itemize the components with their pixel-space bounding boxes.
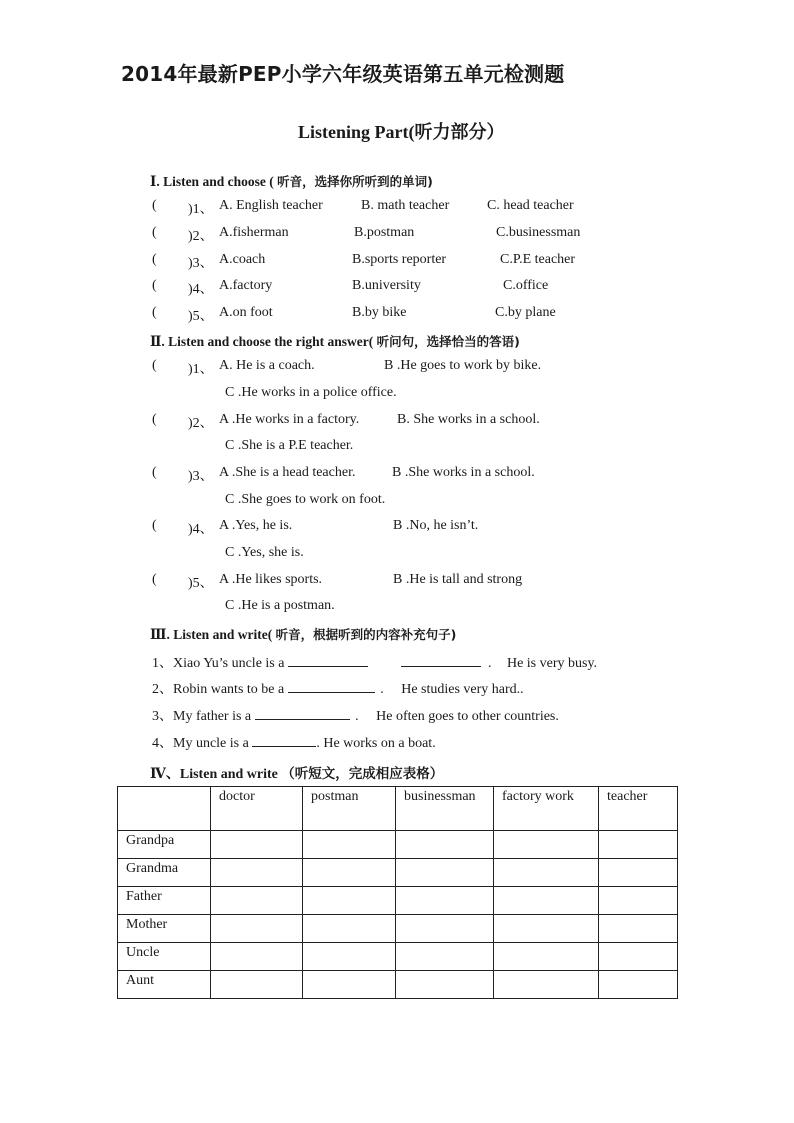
option-a: A .Yes, he is. [219,518,293,533]
answer-blank[interactable] [288,653,368,667]
sentence-start: 4、My uncle is a [152,736,249,751]
section-3-heading-zh: 听音，根据听到的内容补充句子) [275,627,457,642]
answer-paren: ( [152,278,157,293]
option-c: C.office [503,278,549,293]
job-table [117,786,678,999]
table-cell[interactable] [396,915,494,943]
answer-paren: ( [152,252,157,267]
table-row [118,971,678,999]
option-a: A .She is a head teacher. [219,465,356,480]
table-cell[interactable] [599,887,678,915]
row-label: Grandpa [118,831,211,859]
table-cell[interactable] [303,971,396,999]
item-number: )2、 [188,416,214,431]
section-2-heading [150,332,520,350]
table-header-cell: postman [303,787,396,831]
table-cell[interactable] [494,831,599,859]
table-cell[interactable] [396,971,494,999]
option-a: A. He is a coach. [219,358,315,373]
item-number: )4、 [188,282,214,297]
option-a: A.on foot [219,305,273,320]
sentence-start: 1、Xiao Yu’s uncle is a [152,656,285,671]
table-cell[interactable] [211,915,303,943]
answer-blank[interactable] [401,653,481,667]
sentence-end: . He works on a boat. [316,736,436,751]
table-cell[interactable] [599,943,678,971]
table-cell[interactable] [211,943,303,971]
table-cell[interactable] [396,859,494,887]
page-title: 2014年最新PEP小学六年级英语第五单元检测题 [121,62,565,86]
option-a: A .He works in a factory. [219,412,360,427]
page-subtitle: Listening Part(听力部分） [298,122,505,142]
answer-paren: ( [152,225,157,240]
answer-paren: ( [152,198,157,213]
row-label: Uncle [118,943,211,971]
section-4-heading [150,762,443,783]
option-a: A.coach [219,252,266,267]
table-header-cell: teacher [599,787,678,831]
table-cell[interactable] [396,943,494,971]
table-header-cell: businessman [396,787,494,831]
option-a: A. English teacher [219,198,323,213]
table-header-row [118,787,678,831]
row-label: Grandma [118,859,211,887]
table-cell[interactable] [211,859,303,887]
option-b: B. She works in a school. [397,412,540,427]
fill-in-sentence [152,732,436,752]
answer-paren: ( [152,518,157,533]
section-2-heading-zh: 听问句，选择恰当的答语) [376,334,520,349]
table-cell[interactable] [599,971,678,999]
option-b: B .He goes to work by bike. [384,358,542,373]
table-header-cell: factory work [494,787,599,831]
option-c: C .Yes, she is. [225,545,304,560]
fill-in-sentence: 2、Robin wants to be a . He studies very hard.. [152,678,524,698]
item-number: )5、 [188,309,214,324]
table-row [118,887,678,915]
table-cell[interactable] [303,943,396,971]
row-label: Aunt [118,971,211,999]
answer-paren: ( [152,465,157,480]
sentence-start: 3、My father is a [152,709,252,724]
table-cell[interactable] [494,859,599,887]
option-c: C .She is a P.E teacher. [225,438,354,453]
answer-paren: ( [152,572,157,587]
table-cell[interactable] [211,887,303,915]
table-cell[interactable] [599,831,678,859]
sentence-end: He is very busy. [506,656,598,671]
item-number: )3、 [188,469,214,484]
section-3-heading-en: Ⅲ. Listen and write( [150,627,273,642]
answer-blank[interactable] [252,733,316,747]
option-b: B.university [352,278,421,293]
item-number: )5、 [188,576,214,591]
table-cell[interactable] [396,831,494,859]
table-cell[interactable] [494,943,599,971]
option-b: B .No, he isn’t. [393,518,479,533]
table-cell[interactable] [396,887,494,915]
option-b: B.by bike [352,305,407,320]
option-b: B. math teacher [361,198,450,213]
item-number: )3、 [188,256,214,271]
table-row [118,859,678,887]
section-3-heading [150,625,456,643]
row-label: Father [118,887,211,915]
section-1-heading-zh: 听音，选择你所听到的单词) [277,174,433,189]
table-header-cell [118,787,211,831]
section-4-heading-en: Ⅳ、Listen and write [150,767,278,782]
option-c: C .He is a postman. [225,598,335,613]
answer-paren: ( [152,305,157,320]
option-c: C.businessman [496,225,581,240]
option-b: B.postman [354,225,415,240]
table-cell[interactable] [599,859,678,887]
item-number: )1、 [188,202,214,217]
option-a: A.factory [219,278,273,293]
table-cell[interactable] [599,915,678,943]
table-cell[interactable] [494,887,599,915]
answer-blank[interactable] [255,706,350,720]
row-label: Mother [118,915,211,943]
option-a: A .He likes sports. [219,572,323,587]
table-cell[interactable] [303,887,396,915]
table-cell[interactable] [303,831,396,859]
table-row [118,831,678,859]
table-cell[interactable] [494,915,599,943]
answer-paren: ( [152,412,157,427]
item-number: )2、 [188,229,214,244]
option-b: B .She works in a school. [392,465,535,480]
option-c: C.P.E teacher [500,252,576,267]
table-cell[interactable] [211,971,303,999]
sentence-end: He studies very hard.. [401,682,524,697]
table-row [118,915,678,943]
item-number: )4、 [188,522,214,537]
sentence-end: He often goes to other countries. [376,709,559,724]
table-cell[interactable] [303,859,396,887]
table-cell[interactable] [303,915,396,943]
table-cell[interactable] [211,831,303,859]
option-a: A.fisherman [219,225,289,240]
option-b: B .He is tall and strong [393,572,523,587]
table-cell[interactable] [494,971,599,999]
section-2-heading-en: Ⅱ. Listen and choose the right answer( [150,334,374,349]
table-row [118,943,678,971]
section-1-heading-en: Ⅰ. Listen and choose ( [150,174,274,189]
section-4-heading-zh: （听短文，完成相应表格） [281,766,444,782]
option-c: C .He works in a police office. [225,385,397,400]
section-1-heading [150,172,433,190]
fill-in-sentence: 3、My father is a . He often goes to other countries. [152,705,559,725]
sentence-start: 2、Robin wants to be a [152,682,285,697]
item-number: )1、 [188,362,214,377]
option-c: C.by plane [495,305,556,320]
answer-blank[interactable] [288,679,375,693]
option-c: C .She goes to work on foot. [225,492,386,507]
fill-in-sentence: 1、Xiao Yu’s uncle is a . He is very busy. [152,652,597,672]
option-c: C. head teacher [487,198,574,213]
table-header-cell: doctor [211,787,303,831]
option-b: B.sports reporter [352,252,447,267]
answer-paren: ( [152,358,157,373]
